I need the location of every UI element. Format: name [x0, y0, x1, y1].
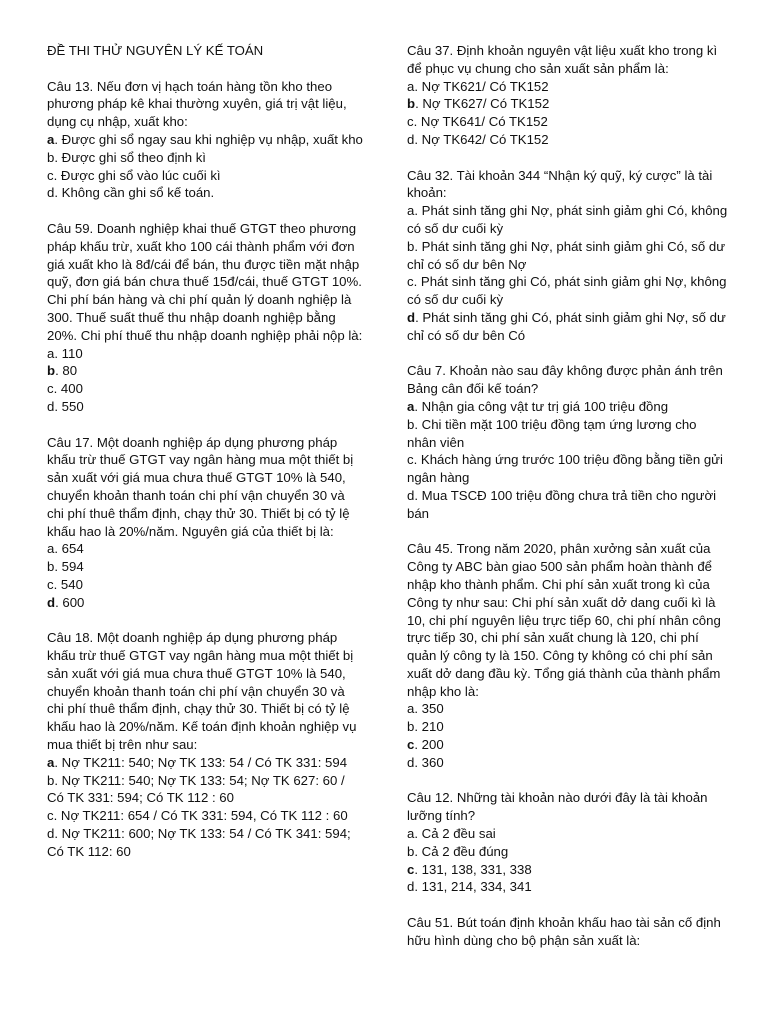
answer-option — [407, 861, 729, 879]
answer-option — [407, 825, 729, 843]
option-text: . 550 — [54, 398, 84, 414]
question-stem: Câu 45. Trong năm 2020, phân xưởng sản xuất của Công ty ABC bàn giao 500 sản phẩm hoàn thành để nhập kho thành phẩm. Chi phí sản xuất trong kì của Công ty như sau: Chi phí sản xuất dở dang cuối kì là 10, chi phí nguyên liệu trực tiếp 60, chi phí nhân công trực tiếp 30, chi phí sản xuất chung là 120, chi phí quản lý công ty là 150. Công ty không có chi phí sản xuất dở dang đầu kỳ. Tổng giá thành của thành phẩm nhập kho là: — [407, 541, 721, 699]
answer-option — [407, 202, 729, 238]
answer-option — [407, 878, 729, 896]
option-text: . 200 — [414, 737, 444, 753]
option-text: . Được ghi sổ vào lúc cuối kì — [53, 167, 221, 183]
option-text: . 110 — [54, 345, 83, 361]
answer-option — [407, 451, 729, 487]
option-letter: a — [47, 541, 55, 557]
option-text: . Nợ TK211: 600; Nợ TK 133: 54 / Có TK 341: 594; Có TK 112: 60 — [47, 826, 351, 859]
option-letter: d — [407, 487, 415, 503]
answer-option — [407, 398, 729, 416]
option-text: . Nợ TK211: 654 / Có TK 331: 594, Có TK 112 : 60 — [53, 808, 348, 824]
answer-option — [47, 594, 365, 612]
option-letter: a — [407, 701, 415, 717]
option-text: . Cả 2 đều sai — [414, 826, 496, 842]
option-text: . Mua TSCĐ 100 triệu đồng chưa trả tiền cho người bán — [407, 487, 717, 521]
option-letter: a — [407, 78, 415, 94]
answer-option — [407, 416, 729, 452]
option-text: . Phát sinh tăng ghi Nợ, phát sinh giảm ghi Có, không có số dư cuối kỳ — [407, 203, 728, 236]
option-text: . 540 — [53, 576, 83, 592]
option-letter: a — [47, 345, 55, 361]
answer-option — [47, 807, 365, 825]
answer-option — [47, 131, 365, 149]
option-letter: d — [407, 131, 415, 147]
question-stem: Câu 18. Một doanh nghiệp áp dụng phương pháp khấu trừ thuế GTGT vay ngân hàng mua một thiết bị sản xuất với giá mua chưa thuế GTGT 10% là 540, chuyển khoản thanh toán chi phí vận chuyển 30 và chi phí thuê thẩm định, chạy thử 30. Thiết bị có tỷ lệ khấu hao là 20%/năm. Kế toán định khoản nghiệp vụ mua thiết bị trên như sau: — [47, 630, 357, 753]
option-text: . Nợ TK627/ Có TK152 — [415, 96, 550, 112]
option-text: . Chi tiền mặt 100 triệu đồng tạm ứng lương cho nhân viên — [407, 416, 697, 450]
question-stem: Câu 37. Định khoản nguyên vật liệu xuất kho trong kì để phục vụ chung cho sản xuất sản phẩm là: — [407, 43, 718, 76]
option-text: . 594 — [54, 559, 84, 575]
question-stem: Câu 17. Một doanh nghiệp áp dụng phương pháp khấu trừ thuế GTGT vay ngân hàng mua một thiết bị sản xuất với giá mua chưa thuế GTGT 10% là 540, chuyển khoản thanh toán chi phí vận chuyển 30 và chi phí thuê thẩm định, chạy thử 30. Thiết bị có tỷ lệ khấu hao là 20%/năm. Nguyên giá của thiết bị là: — [47, 434, 354, 539]
answer-option — [407, 238, 729, 274]
question-block — [407, 167, 729, 345]
option-letter: a — [407, 826, 415, 842]
option-letter: b — [407, 843, 415, 859]
option-text: . Nợ TK642/ Có TK152 — [414, 131, 549, 147]
option-letter: a — [407, 203, 415, 219]
answer-option — [407, 131, 729, 149]
option-text: . 131, 138, 331, 338 — [414, 861, 532, 877]
answer-option — [407, 754, 729, 772]
correct-option-letter: d — [407, 309, 416, 325]
option-letter: d — [407, 879, 415, 895]
option-text: . Được ghi sổ theo định kì — [54, 149, 206, 165]
option-text: . 654 — [54, 541, 84, 557]
question-block — [47, 220, 365, 416]
document-title: ĐỀ THI THỬ NGUYÊN LÝ KẾ TOÁN — [47, 43, 264, 58]
option-text: . 360 — [414, 754, 444, 770]
answer-option — [47, 380, 365, 398]
answer-option — [407, 718, 729, 736]
option-text: . Khách hàng ứng trước 100 triệu đồng bằng tiền gửi ngân hàng — [407, 452, 723, 486]
option-text: . Nợ TK641/ Có TK152 — [413, 114, 548, 130]
option-text: . Nợ TK211: 540; Nợ TK 133: 54; Nợ TK 627: 60 / Có TK 331: 594; Có TK 112 : 60 — [47, 772, 345, 806]
question-stem: Câu 51. Bút toán định khoản khấu hao tài sản cố định hữu hình dùng cho bộ phận sản xuất là: — [407, 915, 721, 948]
option-text: . Nhận gia công vật tư trị giá 100 triệu đồng — [414, 398, 669, 414]
option-letter: d — [47, 826, 55, 842]
option-text: . 131, 214, 334, 341 — [414, 879, 532, 895]
answer-option — [47, 576, 365, 594]
option-letter: c — [47, 808, 54, 824]
option-text: . 80 — [55, 363, 78, 379]
question-block — [407, 362, 729, 522]
answer-option — [47, 772, 365, 808]
answer-option — [47, 184, 365, 202]
option-text: . Nợ TK621/ Có TK152 — [414, 78, 549, 94]
question-block — [407, 789, 729, 896]
option-letter: c — [407, 114, 414, 130]
option-text: . Phát sinh tăng ghi Nợ, phát sinh giảm ghi Có, số dư chỉ có số dư bên Nợ — [407, 238, 726, 272]
answer-option — [47, 149, 365, 167]
option-letter: d — [47, 185, 55, 201]
option-letter: b — [47, 149, 55, 165]
answer-option — [407, 78, 729, 96]
option-text: . Không cần ghi sổ kế toán. — [54, 185, 215, 201]
option-text: . Nợ TK211: 540; Nợ TK 133: 54 / Có TK 331: 594 — [54, 754, 348, 770]
question-block — [47, 78, 365, 203]
question-stem: Câu 12. Những tài khoản nào dưới đây là tài khoản lưỡng tính? — [407, 790, 708, 824]
answer-option — [407, 273, 729, 309]
option-letter: b — [407, 238, 415, 254]
answer-option — [47, 825, 365, 861]
answer-option — [407, 736, 729, 754]
question-stem: Câu 59. Doanh nghiệp khai thuế GTGT theo phương pháp khấu trừ, xuất kho 100 cái thành phẩm với đơn giá xuất kho là 8đ/cái để bán, thu được tiền mặt nhập quỹ, đơn giá bán chưa thuế 15đ/cái, thuế GTGT 10%. Chi phí bán hàng và chi phí quản lý doanh nghiệp là 300. Thuế suất thuế thu nhập doanh nghiệp bằng 20%. Chi phí thuế thu nhập doanh nghiệp phải nộp là: — [47, 220, 363, 343]
correct-option-letter: d — [47, 594, 56, 610]
option-letter: c — [407, 452, 414, 468]
answer-option — [407, 309, 729, 345]
option-text: . Cả 2 đều đúng — [414, 843, 509, 859]
option-letter: b — [407, 416, 415, 432]
right-question-list — [407, 42, 729, 950]
answer-option — [47, 167, 365, 185]
question-block — [407, 540, 729, 771]
option-text: . Phát sinh tăng ghi Có, phát sinh giảm ghi Nợ, không có số dư cuối kỳ — [407, 274, 727, 308]
option-text: . 600 — [55, 594, 85, 610]
answer-option — [47, 558, 365, 576]
answer-option — [407, 700, 729, 718]
question-block — [47, 434, 365, 612]
option-letter: c — [407, 274, 414, 290]
answer-option — [407, 95, 729, 113]
option-text: . 400 — [53, 381, 83, 397]
question-block — [47, 629, 365, 860]
option-letter: b — [47, 559, 55, 575]
option-text: . Được ghi sổ ngay sau khi nghiệp vụ nhập, xuất kho — [54, 131, 363, 147]
correct-option-letter: b — [47, 363, 56, 379]
correct-option-letter: c — [407, 861, 415, 877]
answer-option — [407, 487, 729, 523]
question-stem: Câu 32. Tài khoản 344 “Nhận ký quỹ, ký cược” là tài khoản: — [407, 167, 713, 201]
correct-option-letter: c — [407, 737, 415, 753]
answer-option — [47, 540, 365, 558]
answer-option — [47, 345, 365, 363]
option-text: . 350 — [414, 701, 444, 717]
right-column — [407, 42, 729, 967]
option-letter: c — [47, 576, 54, 592]
question-stem: Câu 13. Nếu đơn vị hạch toán hàng tồn kho theo phương pháp kê khai thường xuyên, giá trị vật liệu, dụng cụ nhập, xuất kho: — [47, 78, 347, 130]
option-letter: c — [47, 167, 54, 183]
option-letter: b — [47, 772, 55, 788]
correct-option-letter: a — [407, 398, 415, 414]
correct-option-letter: a — [47, 754, 55, 770]
correct-option-letter: b — [407, 96, 416, 112]
question-stem: Câu 7. Khoản nào sau đây không được phản ánh trên Bảng cân đối kế toán? — [407, 363, 723, 397]
question-block — [407, 914, 729, 950]
question-block — [407, 42, 729, 149]
option-letter: d — [47, 398, 55, 414]
answer-option — [47, 362, 365, 380]
answer-option — [407, 843, 729, 861]
option-letter: c — [47, 381, 54, 397]
answer-option — [407, 113, 729, 131]
answer-option — [47, 398, 365, 416]
option-text: . Phát sinh tăng ghi Có, phát sinh giảm ghi Nợ, số dư chỉ có số dư bên Có — [407, 309, 726, 343]
option-letter: b — [407, 719, 415, 735]
correct-option-letter: a — [47, 131, 55, 147]
left-question-list — [47, 78, 365, 861]
option-text: . 210 — [414, 719, 444, 735]
option-letter: d — [407, 754, 415, 770]
answer-option — [47, 754, 365, 772]
left-column — [47, 42, 365, 878]
